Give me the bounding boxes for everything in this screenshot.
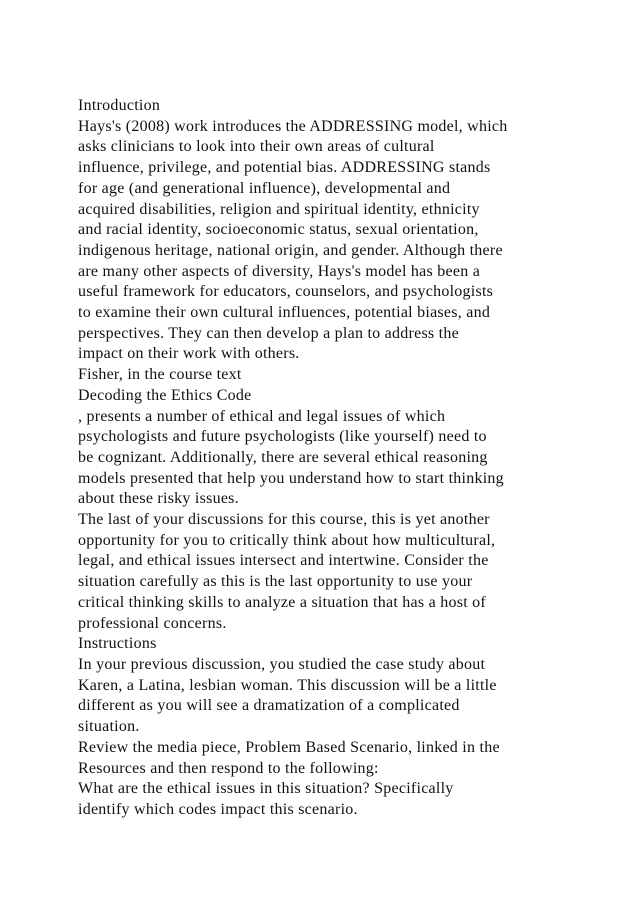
text-line: The last of your discussions for this course, this is yet another — [78, 511, 490, 529]
text-line: perspectives. They can then develop a plan to address the — [78, 324, 459, 342]
text-line: situation carefully as this is the last opportunity to use your — [78, 573, 473, 591]
text-line: professional concerns. — [78, 614, 227, 632]
text-line: Review the media piece, Problem Based Scenario, linked in the — [78, 738, 500, 756]
document-body — [78, 96, 578, 821]
text-line: What are the ethical issues in this situation? Specifically — [78, 780, 454, 798]
text-line: indigenous heritage, national origin, and gender. Although there — [78, 241, 503, 259]
text-line: situation. — [78, 718, 140, 736]
text-line: useful framework for educators, counselors, and psychologists — [78, 283, 494, 301]
course-text-title: Decoding the Ethics Code — [78, 386, 252, 404]
text-line: are many other aspects of diversity, Hays's model has been a — [78, 262, 481, 280]
text-line: different as you will see a dramatization of a complicated — [78, 697, 460, 715]
text-line: Hays's (2008) work introduces the ADDRESSING model, which — [78, 117, 508, 135]
text-line: Karen, a Latina, lesbian woman. This discussion will be a little — [78, 676, 497, 694]
text-line: legal, and ethical issues intersect and intertwine. Consider the — [78, 552, 489, 570]
text-line: acquired disabilities, religion and spiritual identity, ethnicity — [78, 200, 480, 218]
text-line: opportunity for you to critically think about how multicultural, — [78, 531, 496, 549]
text-line: be cognizant. Additionally, there are several ethical reasoning — [78, 448, 488, 466]
text-line: influence, privilege, and potential bias. ADDRESSING stands — [78, 159, 491, 177]
heading-instructions: Instructions — [78, 635, 157, 653]
heading-introduction: Introduction — [78, 97, 161, 114]
text-line: Fisher, in the course text — [78, 366, 242, 384]
text-line: about these risky issues. — [78, 490, 239, 508]
text-line: critical thinking skills to analyze a situation that has a host of — [78, 593, 486, 611]
text-line: Resources and then respond to the following: — [78, 759, 379, 777]
text-line: impact on their work with others. — [78, 345, 300, 363]
text-line: models presented that help you understand how to start thinking — [78, 469, 504, 487]
text-line: to examine their own cultural influences, potential biases, and — [78, 304, 491, 322]
text-line: for age (and generational influence), developmental and — [78, 179, 451, 197]
text-line: and racial identity, socioeconomic status, sexual orientation, — [78, 221, 479, 239]
text-line: , presents a number of ethical and legal issues of which — [78, 407, 446, 425]
text-line: psychologists and future psychologists (like yourself) need to — [78, 428, 487, 446]
text-line: identify which codes impact this scenario. — [78, 800, 358, 818]
text-line: asks clinicians to look into their own areas of cultural — [78, 138, 435, 156]
text-line: In your previous discussion, you studied the case study about — [78, 655, 486, 673]
